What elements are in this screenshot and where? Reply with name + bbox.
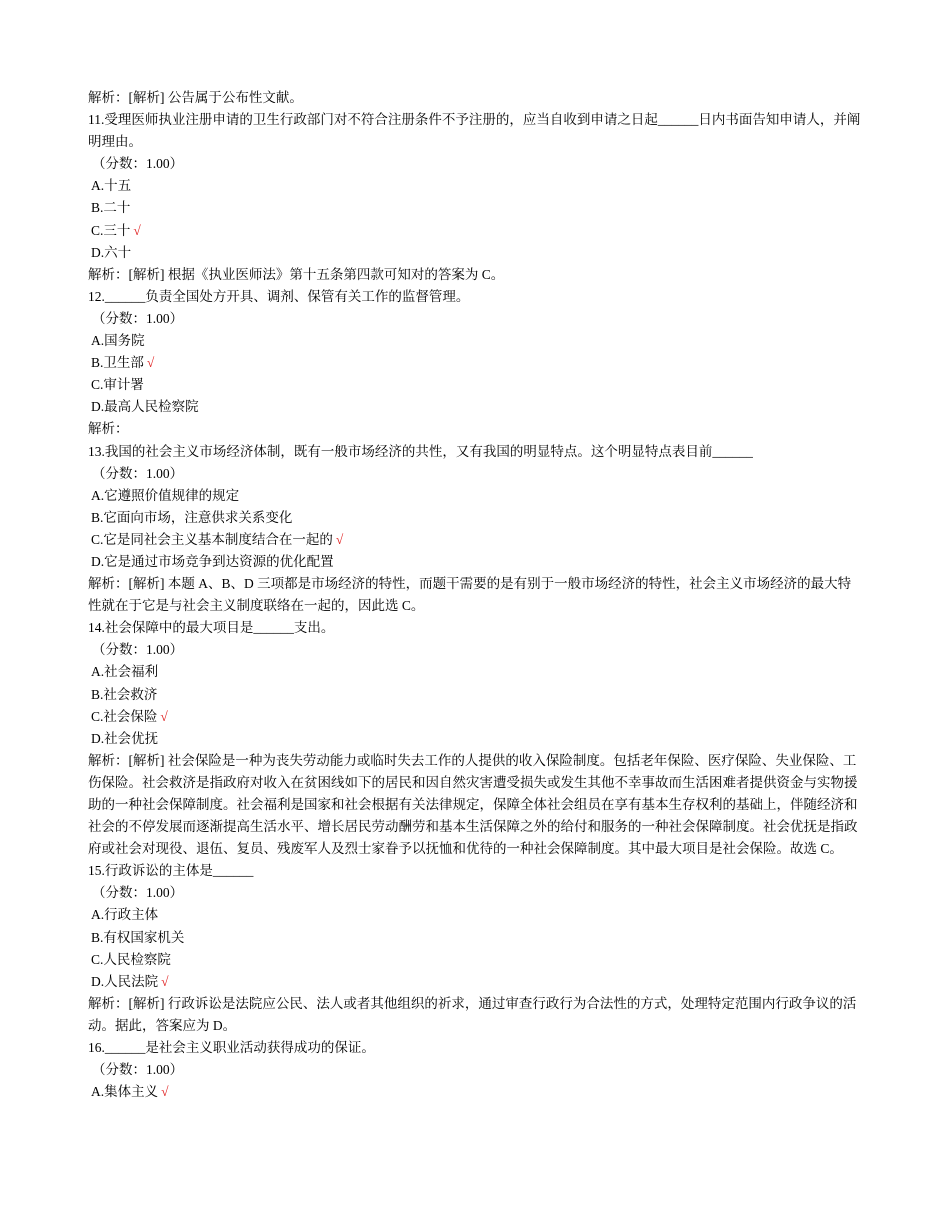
option-label: D.它是通过市场竞争到达资源的优化配置	[91, 553, 334, 569]
exam-page	[88, 87, 863, 1103]
score-label	[88, 882, 863, 904]
option-label: B.卫生部	[91, 355, 144, 371]
answer-option	[88, 728, 863, 750]
answer-option	[88, 684, 863, 706]
analysis-text	[88, 993, 863, 1037]
answer-option	[88, 507, 863, 529]
analysis-text	[88, 87, 863, 109]
option-label: D.人民法院	[91, 973, 159, 989]
option-label: C.审计署	[91, 377, 144, 393]
question-text	[88, 1037, 863, 1059]
answer-option	[88, 971, 863, 993]
answer-option	[88, 551, 863, 573]
question-text	[88, 109, 863, 153]
question-label: 15.行政诉讼的主体是______	[88, 863, 254, 879]
analysis-label: 解析：[解析] 社会保险是一种为丧失劳动能力或临时失去工作的人提供的收入保险制度。包括老年保险、医疗保险、失业保险、工伤保险。社会救济是指政府对收入在贫困线如下的居民和因自然灾害遭受损失或发生其他不幸事故而生活困难者提供资金与实物援助的一种社会保障制度。社会福利是国家和社会根据有关法律规定，保障全体社会组员在享有基本生存权利的基础上，伴随经济和社会的不停发展而逐渐提高生活水平、增长居民劳动酬劳和基本生活保障之外的给付和服务的一种社会保障制度。社会优抚是指政府或社会对现役、退伍、复员、残废军人及烈士家眷予以抚恤和优待的一种社会保障制度。其中最大项目是社会保险。故选 C。	[88, 752, 858, 857]
correct-check-mark: √	[161, 1084, 169, 1100]
score-label	[88, 308, 863, 330]
question-text	[88, 617, 863, 639]
analysis-label: 解析：[解析] 根据《执业医师法》第十五条第四款可知对的答案为 C。	[88, 266, 505, 282]
correct-check-mark: √	[146, 355, 155, 371]
option-label: D.最高人民检察院	[91, 399, 199, 415]
score-label: （分数：1.00）	[92, 465, 184, 481]
answer-option	[88, 352, 863, 374]
answer-option	[88, 949, 863, 971]
answer-option	[88, 927, 863, 949]
question-text	[88, 286, 863, 308]
analysis-label: 解析：[解析] 公告属于公布性文献。	[88, 90, 303, 105]
answer-option	[88, 175, 863, 197]
score-label: （分数：1.00）	[92, 1062, 184, 1078]
answer-option	[88, 220, 863, 242]
score-label	[88, 153, 863, 175]
answer-option	[88, 197, 863, 219]
answer-option	[88, 706, 863, 728]
analysis-label: 解析：	[88, 421, 129, 437]
option-label: B.有权国家机关	[91, 929, 185, 945]
answer-option	[88, 396, 863, 418]
score-label: （分数：1.00）	[92, 885, 184, 901]
analysis-text	[88, 264, 863, 286]
question-label: 14.社会保障中的最大项目是______支出。	[88, 620, 335, 636]
analysis-label: 解析：[解析] 本题 A、B、D 三项都是市场经济的特性，而题干需要的是有别于一般市场经济的特性，社会主义市场经济的最大特性就在于它是与社会主义制度联络在一起的，因此选 C。	[88, 576, 852, 614]
score-label	[88, 639, 863, 661]
correct-check-mark: √	[160, 708, 168, 724]
answer-option	[88, 242, 863, 264]
correct-check-mark: √	[161, 973, 169, 989]
option-label: A.它遵照价值规律的规定	[91, 487, 240, 503]
answer-option	[88, 374, 863, 396]
analysis-text	[88, 573, 863, 617]
option-label: D.六十	[91, 244, 132, 260]
score-label: （分数：1.00）	[92, 310, 184, 326]
answer-option	[88, 1081, 863, 1103]
option-label: D.社会优抚	[91, 730, 159, 746]
correct-check-mark: √	[133, 222, 141, 238]
question-label: 11.受理医师执业注册申请的卫生行政部门对不符合注册条件不予注册的，应当自收到申请之日起______日内书面告知申请人，并阐明理由。	[88, 112, 861, 150]
question-text	[88, 860, 863, 882]
option-label: C.三十	[91, 222, 131, 238]
answer-option	[88, 485, 863, 507]
score-label	[88, 1059, 863, 1081]
score-label: （分数：1.00）	[92, 156, 184, 172]
correct-check-mark: √	[335, 531, 344, 547]
option-label: C.它是同社会主义基本制度结合在一起的	[91, 531, 333, 547]
question-label: 13.我国的社会主义市场经济体制，既有一般市场经济的共性，又有我国的明显特点。这个明显特点表目前______	[88, 443, 753, 459]
option-label: C.人民检察院	[91, 951, 171, 967]
question-text	[88, 441, 863, 463]
analysis-label: 解析：[解析] 行政诉讼是法院应公民、法人或者其他组织的祈求，通过审查行政行为合法性的方式，处理特定范围内行政争议的活动。据此，答案应为 D。	[88, 995, 857, 1033]
analysis-text	[88, 418, 863, 440]
option-label: A.行政主体	[91, 907, 159, 923]
answer-option	[88, 529, 863, 551]
question-label: 12.______负责全国处方开具、调剂、保管有关工作的监督管理。	[88, 288, 470, 304]
answer-option	[88, 661, 863, 683]
option-label: B.它面向市场，注意供求关系变化	[91, 509, 293, 525]
question-label: 16.______是社会主义职业活动获得成功的保证。	[88, 1040, 375, 1056]
option-label: C.社会保险	[91, 708, 158, 724]
answer-option	[88, 330, 863, 352]
answer-option	[88, 904, 863, 926]
option-label: A.集体主义	[91, 1084, 159, 1100]
option-label: A.十五	[91, 178, 132, 194]
analysis-text	[88, 750, 863, 860]
score-label	[88, 463, 863, 485]
score-label: （分数：1.00）	[92, 642, 184, 658]
option-label: B.社会救济	[91, 686, 158, 702]
option-label: B.二十	[91, 200, 131, 216]
option-label: A.社会福利	[91, 664, 159, 680]
option-label: A.国务院	[91, 333, 145, 349]
